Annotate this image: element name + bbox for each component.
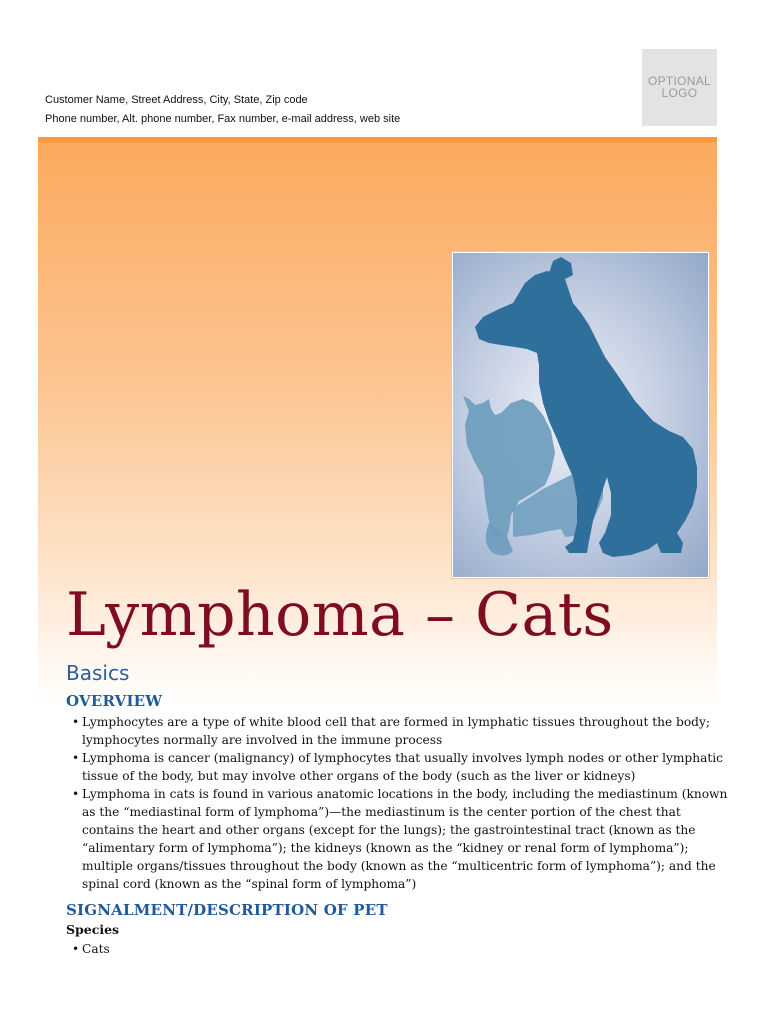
customer-contact-line: Phone number, Alt. phone number, Fax number, e-mail address, web site [45, 113, 401, 125]
logo-text-line1: OPTIONAL [647, 74, 712, 88]
species-list [72, 940, 110, 958]
species-subheading: Species [66, 922, 120, 937]
overview-bullet: • Lymphoma in cats is found in various anatomic locations in the body, including the mediastinum (known as the “mediastinal form of lymphoma”)—the mediastinum is the center portion of the chest that contains the heart and other organs (except for the lungs); the gastrointestinal tract (known as the “alimentary form of lymphoma”); the kidneys (known as the “kidney or renal form of lymphoma”); multiple organs/tissues throughout the body (known as the “multicentric form of lymphoma”); and the spinal cord (known as the “spinal form of lymphoma”) [72, 785, 732, 893]
page-subtitle: Basics [66, 661, 130, 685]
overview-bullet: • Lymphoma is cancer (malignancy) of lymphocytes that usually involves lymph nodes or other lymphatic tissue of the body, but may involve other organs of the body (such as the liver or kidneys) [72, 749, 732, 785]
overview-heading: OVERVIEW [66, 692, 163, 710]
optional-logo-placeholder [642, 49, 717, 126]
dog-and-cat-silhouette-image [452, 252, 709, 578]
signalment-heading: SIGNALMENT/DESCRIPTION OF PET [66, 901, 388, 919]
page-title: Lymphoma – Cats [66, 580, 614, 650]
overview-bullet: • Lymphocytes are a type of white blood cell that are formed in lymphatic tissues throughout the body; lymphocytes normally are involved in the immune process [72, 713, 732, 749]
species-item: • Cats [72, 940, 110, 958]
overview-list [72, 713, 732, 893]
logo-text-line2: LOGO [661, 86, 698, 100]
customer-address-line: Customer Name, Street Address, City, State, Zip code [45, 94, 308, 106]
